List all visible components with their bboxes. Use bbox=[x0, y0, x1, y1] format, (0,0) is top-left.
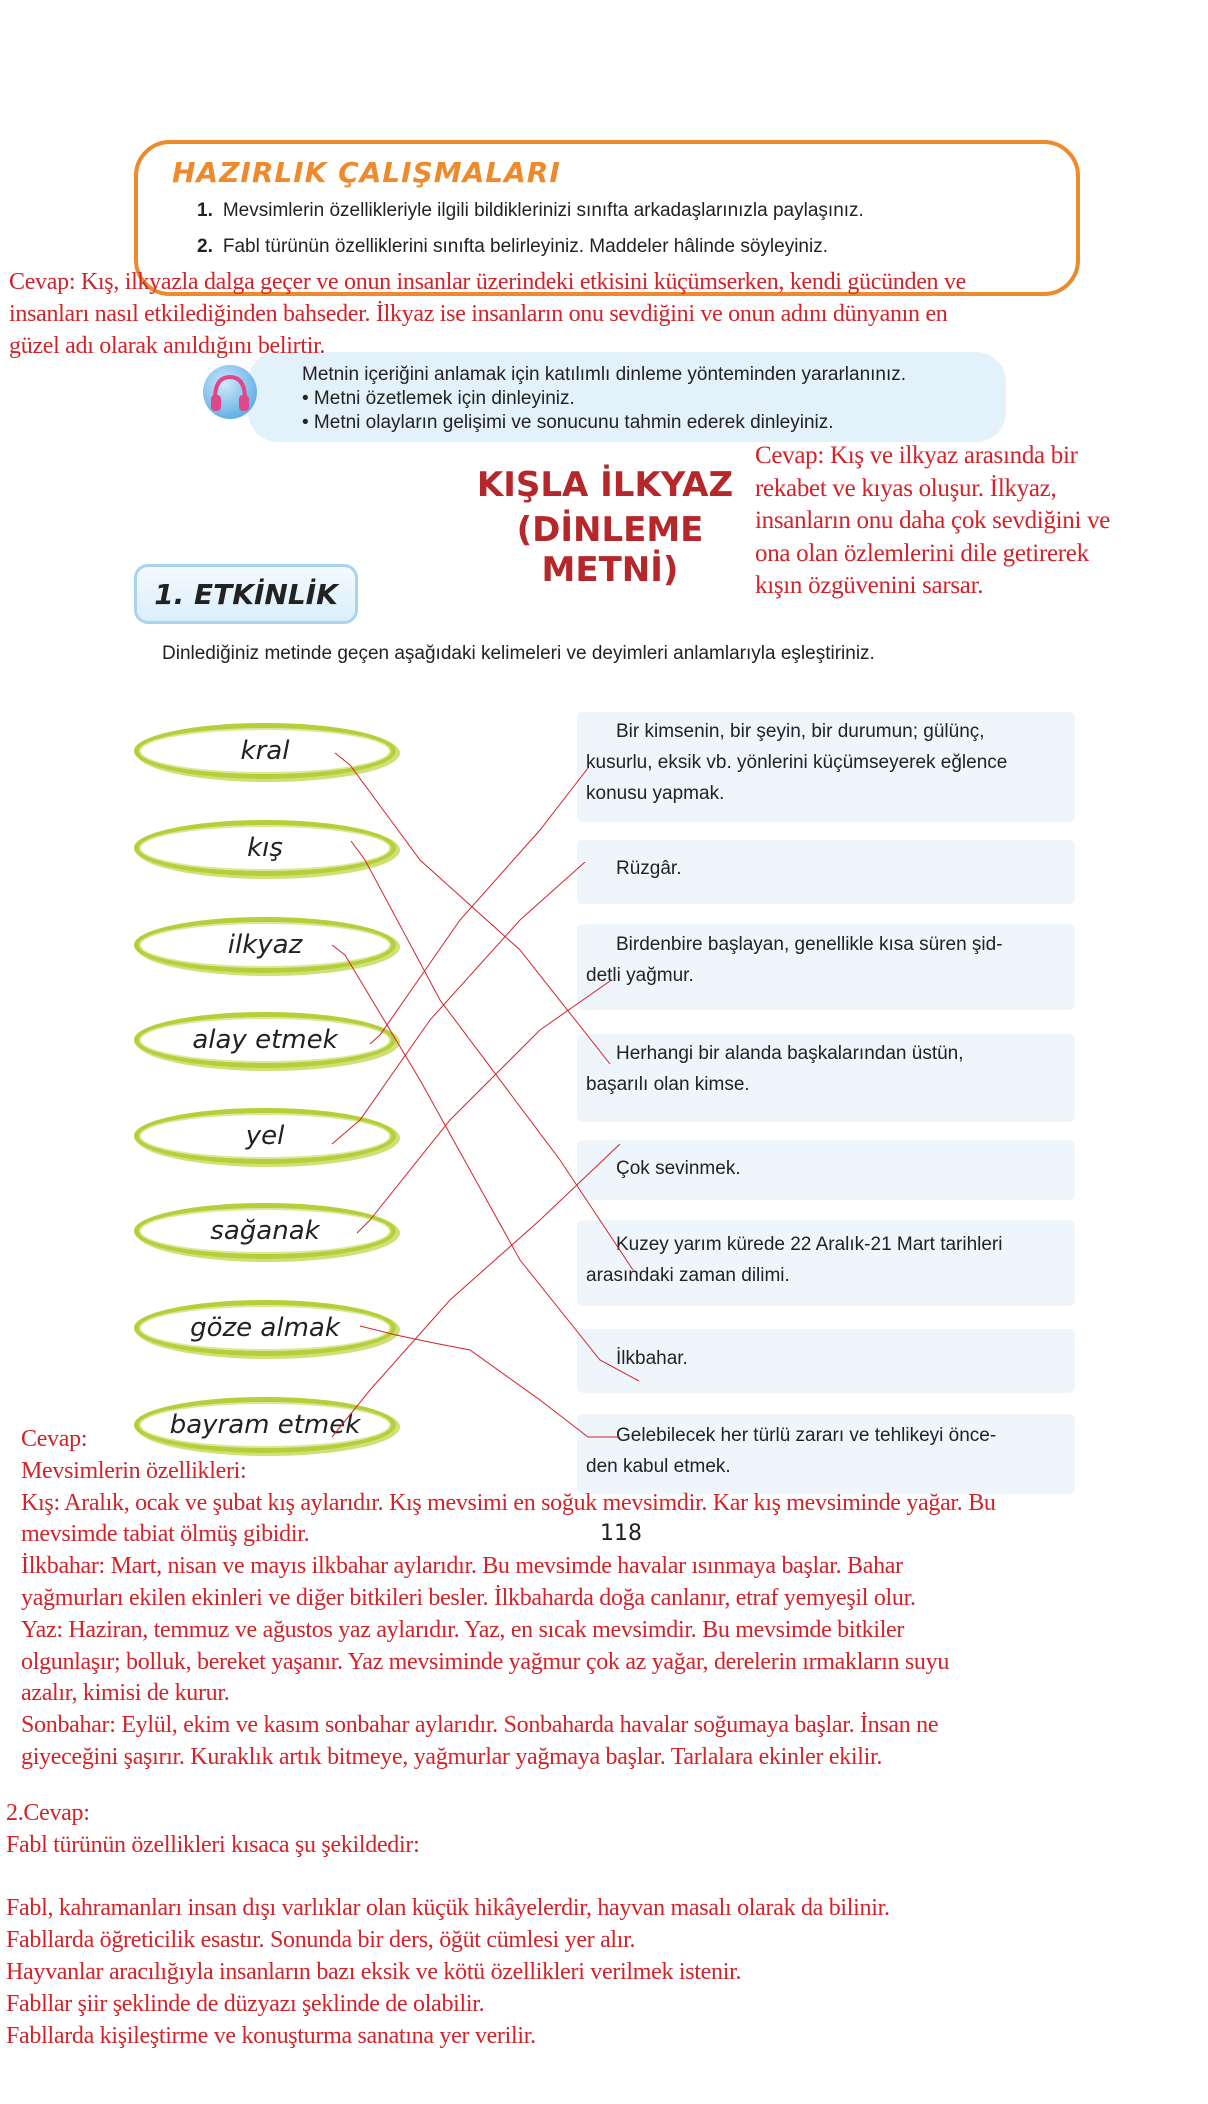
answer-line: Cevap: Kış ve ilkyaz arasında bir bbox=[755, 442, 1078, 469]
preparation-title: HAZIRLIK ÇALIŞMALARI bbox=[172, 156, 561, 189]
item-number: 2. bbox=[197, 236, 213, 257]
answer-seasons bbox=[21, 1424, 996, 1774]
answer-line: Cevap: Kış, ilkyazla dalga geçer ve onun insanlar üzerindeki etkisini küçümserken, kendi gücünden ve bbox=[9, 269, 967, 295]
answer-line: Fabl türünün özellikleri kısaca şu şekildedir: bbox=[6, 1831, 420, 1858]
answer-line: Cevap: bbox=[21, 1426, 88, 1452]
meaning-text[interactable] bbox=[586, 1229, 1046, 1291]
preparation-item bbox=[197, 200, 864, 222]
listening-line: Metnin içeriğini anlamak için katılımlı dinleme yönteminden yararlanınız. bbox=[302, 364, 907, 385]
word-yel[interactable]: yel bbox=[134, 1108, 396, 1164]
answer-line: insanların onu daha çok sevdiğini ve bbox=[755, 507, 1111, 534]
match-line-yel bbox=[332, 862, 585, 1144]
meaning-line: Herhangi bir alanda başkalarından üstün, bbox=[616, 1043, 964, 1064]
meaning-text[interactable] bbox=[586, 716, 1046, 809]
answer-line: Hayvanlar aracılığıyla insanların bazı eksik ve kötü özellikleri verilmek istenir. bbox=[6, 1958, 742, 1985]
item-text: Fabl türünün özelliklerini sınıfta belirleyiniz. Maddeler hâlinde söyleyiniz. bbox=[222, 236, 828, 257]
answer-line: Fabl, kahramanları insan dışı varlıklar olan küçük hikâyelerdir, hayvan masalı olarak da bilinir. bbox=[6, 1895, 890, 1922]
text-title: KIŞLA İLKYAZ bbox=[476, 465, 734, 505]
meaning-line: arasındaki zaman dilimi. bbox=[586, 1265, 790, 1286]
page-number: 118 bbox=[600, 1521, 642, 1546]
word-bayram-etmek[interactable]: bayram etmek bbox=[134, 1397, 396, 1453]
answer-top bbox=[9, 266, 966, 362]
answer-line: rekabet ve kıyas oluşur. İlkyaz, bbox=[755, 474, 1057, 502]
answer-line: Yaz: Haziran, temmuz ve ağustos yaz aylarıdır. Yaz, en sıcak mevsimdir. Bu mevsimde bitkiler bbox=[21, 1616, 905, 1643]
meaning-line: Gelebilecek her türlü zararı ve tehlikeyi önce- bbox=[616, 1425, 997, 1446]
answer-line: 2.Cevap: bbox=[6, 1800, 90, 1826]
meaning-text[interactable] bbox=[586, 853, 1046, 884]
meaning-text[interactable] bbox=[586, 1038, 1046, 1100]
answer-line: Fabllarda kişileştirme ve konuşturma sanatına yer verilir. bbox=[6, 2022, 536, 2049]
meaning-text[interactable] bbox=[586, 929, 1046, 991]
answer-line: azalır, kimisi de kurur. bbox=[21, 1680, 230, 1707]
answer-line: Sonbahar: Eylül, ekim ve kasım sonbahar aylarıdır. Sonbaharda havalar soğumaya başlar. İnsan ne bbox=[21, 1712, 939, 1739]
item-text: Mevsimlerin özellikleriyle ilgili bildiklerinizi sınıfta arkadaşlarınızla paylaşınız. bbox=[222, 200, 864, 221]
answer-line: insanları nasıl etkilediğinden bahseder. İlkyaz ise insanların onu sevdiğini ve onun adını dünyanın en bbox=[9, 301, 948, 327]
item-number: 1. bbox=[197, 200, 213, 221]
answer-line: Fabllar şiir şeklinde de düzyazı şeklinde de olabilir. bbox=[6, 1990, 485, 2017]
answer-line: güzel adı olarak anıldığını belirtir. bbox=[9, 333, 326, 359]
meaning-line: Rüzgâr. bbox=[616, 858, 682, 879]
answer-right bbox=[755, 440, 1110, 603]
text-subtitle: (DİNLEME METNİ) bbox=[516, 510, 704, 590]
meaning-line: detli yağmur. bbox=[586, 965, 694, 986]
meaning-line: konusu yapmak. bbox=[586, 783, 725, 804]
match-line-kral bbox=[335, 753, 610, 1064]
listening-line: • Metni olayların gelişimi ve sonucunu tahmin ederek dinleyiniz. bbox=[302, 412, 834, 433]
meaning-line: başarılı olan kimse. bbox=[586, 1074, 750, 1095]
word-alay-etmek[interactable]: alay etmek bbox=[134, 1012, 396, 1068]
preparation-item bbox=[197, 236, 828, 258]
answer-line: olgunlaşır; bolluk, bereket yaşanır. Yaz mevsiminde yağmur çok az yağar, derelerin ırmakların suyu bbox=[21, 1648, 950, 1675]
answer-line: İlkbahar: Mart, nisan ve mayıs ilkbahar aylarıdır. Bu mevsimde havalar ısınmaya başlar. Bahar bbox=[21, 1553, 903, 1580]
answer-line: giyeceğini şaşırır. Kuraklık artık bitmeye, yağmurlar yağmaya başlar. Tarlalara ekinler ekilir. bbox=[21, 1743, 883, 1770]
answer-line: Kış: Aralık, ocak ve şubat kış aylarıdır. Kış mevsimi en soğuk mevsimdir. Kar kış mevsiminde yağar. Bu bbox=[21, 1489, 996, 1516]
headphones-icon bbox=[203, 365, 257, 419]
activity-instruction: Dinlediğiniz metinde geçen aşağıdaki kelimeleri ve deyimleri anlamlarıyla eşleştiriniz. bbox=[162, 643, 875, 664]
meaning-line: Birdenbire başlayan, genellikle kısa süren şid- bbox=[616, 934, 1003, 955]
answer-line: Fabllarda öğreticilik esastır. Sonunda bir ders, öğüt cümlesi yer alır. bbox=[6, 1927, 636, 1954]
word-kis[interactable]: kış bbox=[134, 820, 396, 876]
answer-line: yağmurları ekilen ekinleri ve diğer bitkileri besler. İlkbaharda doğa canlanır, etraf yemyeşil olur. bbox=[21, 1584, 916, 1611]
blank-line bbox=[6, 1862, 890, 1894]
word-ilkyaz[interactable]: ilkyaz bbox=[134, 917, 396, 973]
answer-line: mevsimde tabiat ölmüş gibidir. bbox=[21, 1521, 310, 1548]
answer-line: ona olan özlemlerini dile getirerek bbox=[755, 539, 1089, 567]
meaning-line: İlkbahar. bbox=[616, 1348, 688, 1369]
meaning-line: Kuzey yarım kürede 22 Aralık-21 Mart tarihleri bbox=[616, 1234, 1003, 1255]
match-line-alay-etmek bbox=[370, 768, 588, 1044]
meaning-text[interactable] bbox=[586, 1343, 1046, 1374]
meaning-text[interactable] bbox=[586, 1153, 1046, 1184]
answer-line: Mevsimlerin özellikleri: bbox=[21, 1457, 247, 1484]
match-line-saganak bbox=[357, 981, 610, 1233]
meaning-line: Bir kimsenin, bir şeyin, bir durumun; gülünç, bbox=[616, 721, 985, 742]
answer-line: kışın özgüvenini sarsar. bbox=[755, 572, 984, 599]
word-saganak[interactable]: sağanak bbox=[134, 1203, 396, 1259]
word-kral[interactable]: kral bbox=[134, 723, 396, 779]
activity-label: 1. ETKİNLİK bbox=[134, 564, 358, 624]
meaning-line: den kabul etmek. bbox=[586, 1456, 731, 1477]
meaning-line: kusurlu, eksik vb. yönlerini küçümseyerek eğlence bbox=[586, 752, 1008, 773]
word-goze-almak[interactable]: göze almak bbox=[134, 1300, 396, 1356]
meaning-line: Çok sevinmek. bbox=[616, 1158, 741, 1179]
answer-fable bbox=[6, 1798, 890, 2052]
listening-line: • Metni özetlemek için dinleyiniz. bbox=[302, 388, 575, 409]
